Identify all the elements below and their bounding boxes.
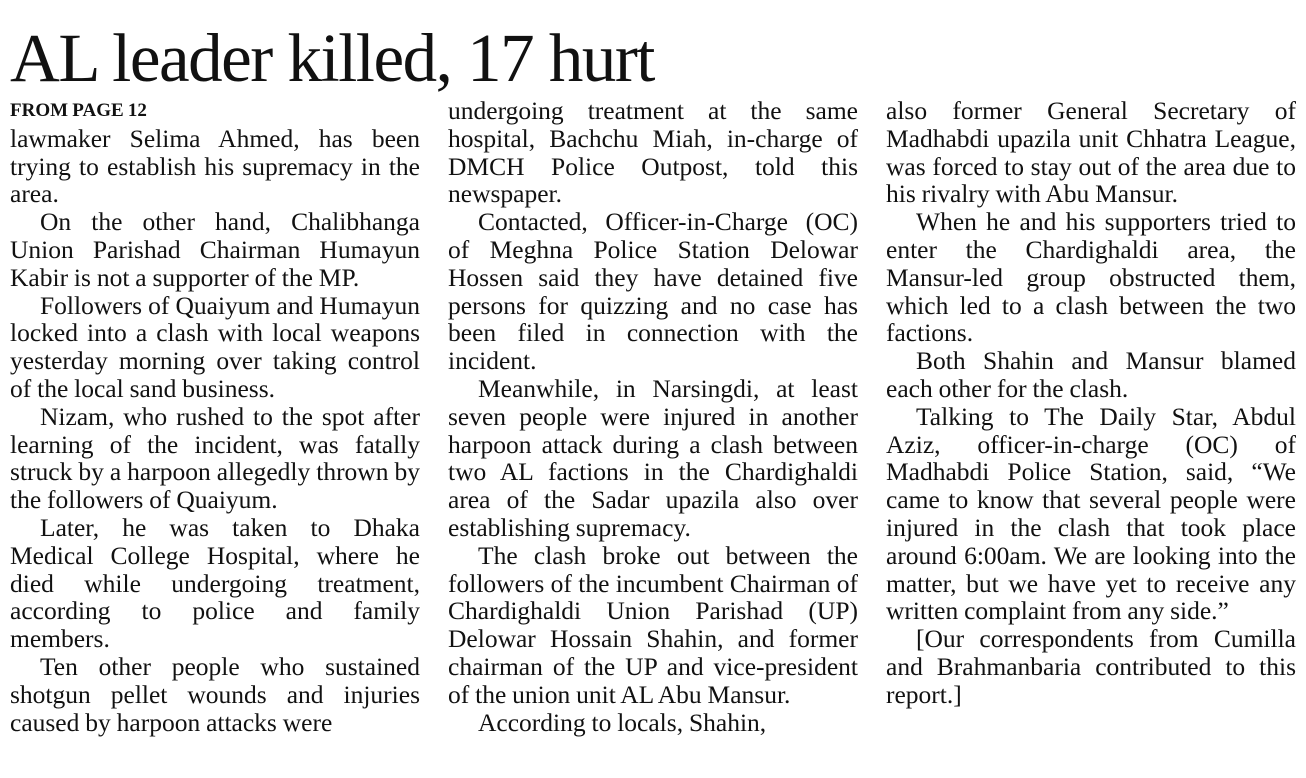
paragraph: Later, he was taken to Dhaka Medical College Hospital, where he died while undergoing treatment, according to police and family members.	[10, 512, 420, 654]
paragraph: On the other hand, Chalibhanga Union Parishad Chairman Humayun Kabir is not a supporter of the MP.	[10, 207, 420, 292]
paragraph: When he and his supporters tried to enter the Chardighaldi area, the Mansur-led group obstructed them, which led to a clash between the two factions.	[886, 207, 1296, 348]
paragraph: Contacted, Officer-in-Charge (OC) of Meghna Police Station Delowar Hossen said they have detained five persons for quizzing and no case has been filed in connection with the incident.	[448, 207, 858, 376]
paragraph: [Our correspondents from Cumilla and Brahmanbaria contributed to this report.]	[886, 624, 1296, 709]
paragraph: Nizam, who rushed to the spot after learning of the incident, was fatally struck by a harpoon allegedly thrown by the followers of Quaiyum.	[10, 401, 420, 515]
paragraph: Talking to The Daily Star, Abdul Aziz, officer-in-charge (OC) of Madhabdi Police Station, said, “We came to know that several people were injured in the clash that took place around 6:00am. We are looking into the matter, but we have yet to receive any written complaint from any side.”	[886, 401, 1296, 626]
article-column-2	[448, 97, 858, 775]
paragraph: Meanwhile, in Narsingdi, at least seven people were injured in another harpoon attack during a clash between two AL factions in the Chardighaldi area of the Sadar upazila also over establishing supremacy.	[448, 373, 858, 542]
paragraph: also former General Secretary of Madhabdi upazila unit Chhatra League, was forced to stay out of the area due to his rivalry with Abu Mansur.	[886, 97, 1296, 209]
paragraph: Followers of Quaiyum and Humayun locked into a clash with local weapons yesterday morning over taking control of the local sand business.	[10, 290, 420, 403]
paragraph: The clash broke out between the followers of the incumbent Chairman of Chardighaldi Union Parishad (UP) Delowar Hossain Shahin, and former chairman of the UP and vice-president of the union unit AL Abu Mansur.	[448, 540, 858, 709]
headline: AL leader killed, 17 hurt	[10, 20, 654, 96]
paragraph: undergoing treatment at the same hospital, Bachchu Miah, in-charge of DMCH Police Outpost, told this newspaper.	[448, 97, 858, 209]
continuation-kicker: FROM PAGE 12	[10, 100, 147, 121]
paragraph: lawmaker Selima Ahmed, has been trying to establish his supremacy in the area.	[10, 123, 420, 209]
article-column-1	[10, 97, 420, 775]
paragraph: Both Shahin and Mansur blamed each other for the clash.	[886, 346, 1296, 403]
paragraph: Ten other people who sustained shotgun pellet wounds and injuries caused by harpoon attacks were	[10, 651, 420, 737]
article-column-3	[886, 97, 1296, 775]
paragraph: According to locals, Shahin,	[478, 707, 767, 737]
